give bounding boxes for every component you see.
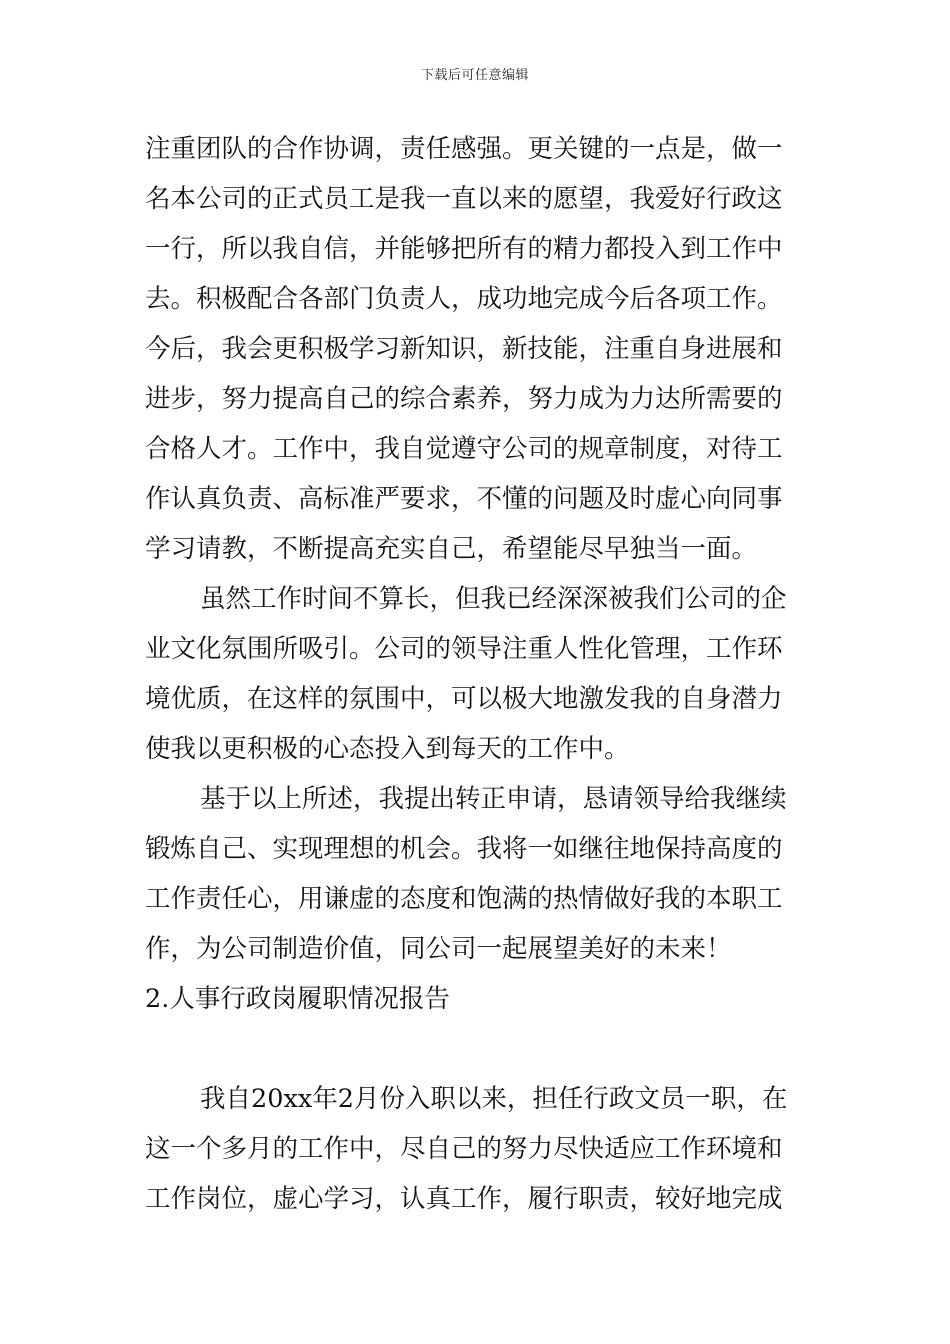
paragraph-3 [145,774,810,974]
text-line: 我自20xx年2月份入职以来，担任行政文员一职，在 [200,1084,788,1114]
paragraph-2 [145,574,810,774]
text-line: 基于以上所述，我提出转正申请，恳请领导给我继续 [200,784,787,814]
paragraph-1 [145,124,810,574]
section-heading: 2.人事行政岗履职情况报告 [145,984,450,1014]
blank-line [145,1024,810,1074]
text-line: 今后，我会更积极学习新知识，新技能，注重自身进展和 [145,334,783,364]
text-line: 这一个多月的工作中，尽自己的努力尽快适应工作环境和 [145,1134,783,1164]
text-line: 注重团队的合作协调，责任感强。更关键的一点是，做一 [145,134,783,164]
page-header: 下载后可任意编辑 [420,68,529,83]
text-line: 作认真负责、高标准严要求，不懂的问题及时虚心向同事 [145,484,783,514]
text-line: 学习请教，不断提高充实自己，希望能尽早独当一面。 [145,534,758,564]
text-line: 一行，所以我自信，并能够把所有的精力都投入到工作中 [145,234,783,264]
paragraph-4 [145,1074,810,1224]
text-line: 作，为公司制造价值，同公司一起展望美好的未来！ [145,934,732,964]
text-line: 名本公司的正式员工是我一直以来的愿望，我爱好行政这 [145,184,783,214]
text-line: 进步，努力提高自己的综合素养，努力成为力达所需要的 [145,384,783,414]
text-line: 业文化氛围所吸引。公司的领导注重人性化管理，工作环 [145,634,783,664]
text-line: 使我以更积极的心态投入到每天的工作中。 [145,734,630,764]
document-body [145,124,810,1224]
text-line: 锻炼自己、实现理想的机会。我将一如继往地保持高度的 [145,834,783,864]
text-line: 合格人才。工作中，我自觉遵守公司的规章制度，对待工 [145,434,783,464]
text-line: 境优质，在这样的氛围中，可以极大地激发我的自身潜力 [145,684,783,714]
text-line: 虽然工作时间不算长，但我已经深深被我们公司的企 [200,584,787,614]
text-line: 工作责任心，用谦虚的态度和饱满的热情做好我的本职工 [145,884,783,914]
text-line: 工作岗位，虚心学习，认真工作，履行职责，较好地完成 [145,1184,783,1214]
text-line: 去。积极配合各部门负责人，成功地完成今后各项工作。 [145,284,783,314]
